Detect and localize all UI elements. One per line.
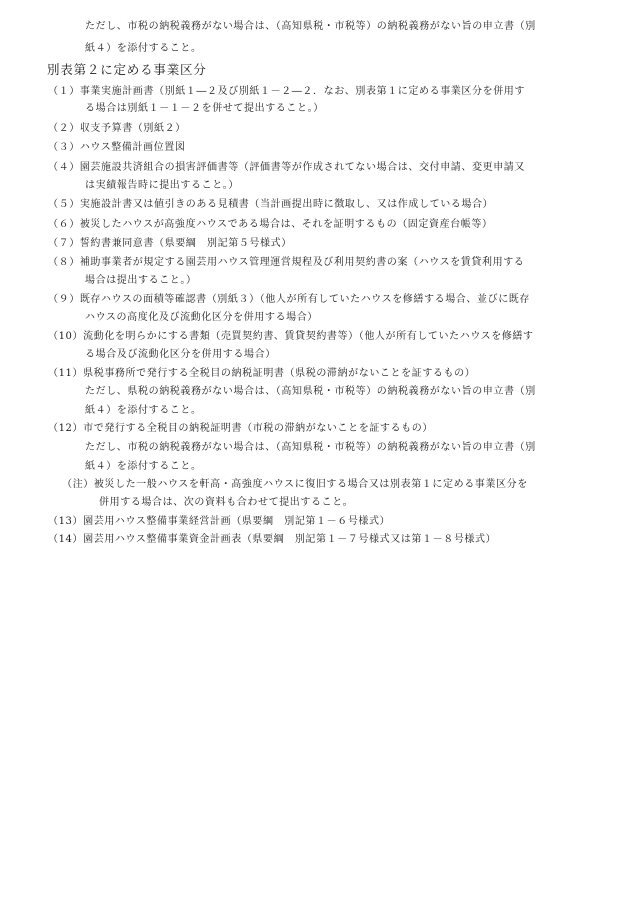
item-text: 収支予算書（別紙２）	[79, 123, 186, 134]
list-item-9	[48, 293, 530, 307]
note-text: 被災した一般ハウスを軒高・高強度ハウスに復旧する場合又は別表第１に定める事業区分を	[93, 479, 528, 490]
item-number: （７）	[48, 238, 80, 249]
item-number: （１）	[48, 86, 80, 97]
item-number: （３）	[48, 142, 80, 153]
list-item-11-cont-2: 紙４）を添付すること。	[85, 405, 202, 416]
list-item-6	[48, 218, 493, 232]
item-text: 被災したハウスが高強度ハウスである場合は、それを証明するもの（固定資産台帳等）	[79, 219, 493, 230]
list-item-8	[48, 256, 524, 270]
item-text: 補助事業者が規定する園芸用ハウス管理運営規程及び利用契約書の案（ハウスを賃貸利用する	[79, 257, 525, 268]
list-item-12	[48, 422, 433, 436]
note-label: （注）	[62, 479, 94, 490]
list-item-5	[48, 198, 493, 212]
section-heading: 別表第２に定める事業区分	[47, 62, 207, 77]
list-item-9-cont: ハウスの高度化及び流動化区分を併用する場合）	[85, 312, 318, 323]
list-item-14	[48, 533, 496, 547]
item-text: 誓約書兼同意書（県要綱 別記第５号様式）	[79, 238, 292, 249]
item-text: 実施設計書又は値引きのある見積書（当計画提出時に徴取し、又は作成している場合）	[79, 199, 494, 210]
list-item-12-cont-1: ただし、市税の納税義務がない場合は、（高知県税・市税等）の納税義務がない旨の申立書（別	[85, 442, 536, 453]
list-item-1	[48, 85, 525, 99]
item-text: 園芸用ハウス整備事業経営計画（県要綱 別記第１－６号様式）	[83, 516, 391, 527]
list-item-11-cont-1: ただし、県税の納税義務がない場合は、（高知県税・市税等）の納税義務がない旨の申立書（別	[85, 386, 536, 397]
list-item-10-cont: る場合及び流動化区分を併用する場合）	[85, 349, 276, 360]
item-text: 県税事務所で発行する全税目の納税証明書（県税の滞納がないことを証するもの）	[83, 368, 476, 379]
list-item-4-cont: は実績報告時に提出すること。）	[85, 180, 239, 191]
note-line-2: 併用する場合は、次の資料も合わせて提出すること。	[99, 497, 354, 508]
item-text: 既存ハウスの面積等確認書（別紙３）（他人が所有していたハウスを修繕する場合、並びに既存	[79, 294, 531, 305]
list-item-7	[48, 237, 292, 251]
item-number: （12）	[48, 423, 84, 434]
item-number: （８）	[48, 257, 80, 268]
item-number: （10）	[48, 331, 84, 342]
list-item-12-cont-2: 紙４）を添付すること。	[85, 461, 202, 472]
item-text: 市で発行する全税目の納税証明書（市税の滞納がないことを証するもの）	[83, 423, 433, 434]
list-item-1-cont: る場合は別紙１－１－２を併せて提出すること。）	[85, 103, 324, 114]
list-item-10	[48, 330, 534, 344]
item-text: 園芸施設共済組合の損害評価書等（評価書等が作成されてない場合は、交付申請、変更申請又	[79, 162, 526, 173]
item-number: （14）	[48, 534, 84, 545]
list-item-11	[48, 367, 475, 381]
intro-line-1: ただし、市税の納税義務がない場合は、（高知県税・市税等）の納税義務がない旨の申立書（別	[85, 21, 536, 32]
note-line-1	[62, 478, 528, 492]
item-number: （６）	[48, 219, 80, 230]
item-text: 事業実施計画書（別紙１―２及び別紙１－２―２．なお、別表第１に定める事業区分を併用す	[79, 86, 526, 97]
item-number: （４）	[48, 162, 80, 173]
item-number: （13）	[48, 516, 84, 527]
list-item-13	[48, 515, 390, 529]
list-item-8-cont: 場合は提出すること。）	[85, 275, 197, 286]
intro-line-2: 紙４）を添付すること。	[85, 43, 202, 54]
list-item-4	[48, 161, 525, 175]
item-text: ハウス整備計画位置図	[79, 142, 186, 153]
item-number: （９）	[48, 294, 80, 305]
list-item-3	[48, 141, 186, 155]
item-number: （５）	[48, 199, 80, 210]
item-number: （２）	[48, 123, 80, 134]
item-text: 園芸用ハウス整備事業資金計画表（県要綱 別記第１－７号様式又は第１－８号様式）	[83, 534, 497, 545]
item-number: （11）	[48, 368, 84, 379]
list-item-2	[48, 122, 186, 136]
item-text: 流動化を明らかにする書類（売買契約書、賃貸契約書等）（他人が所有していたハウスを修繕す	[83, 331, 534, 342]
